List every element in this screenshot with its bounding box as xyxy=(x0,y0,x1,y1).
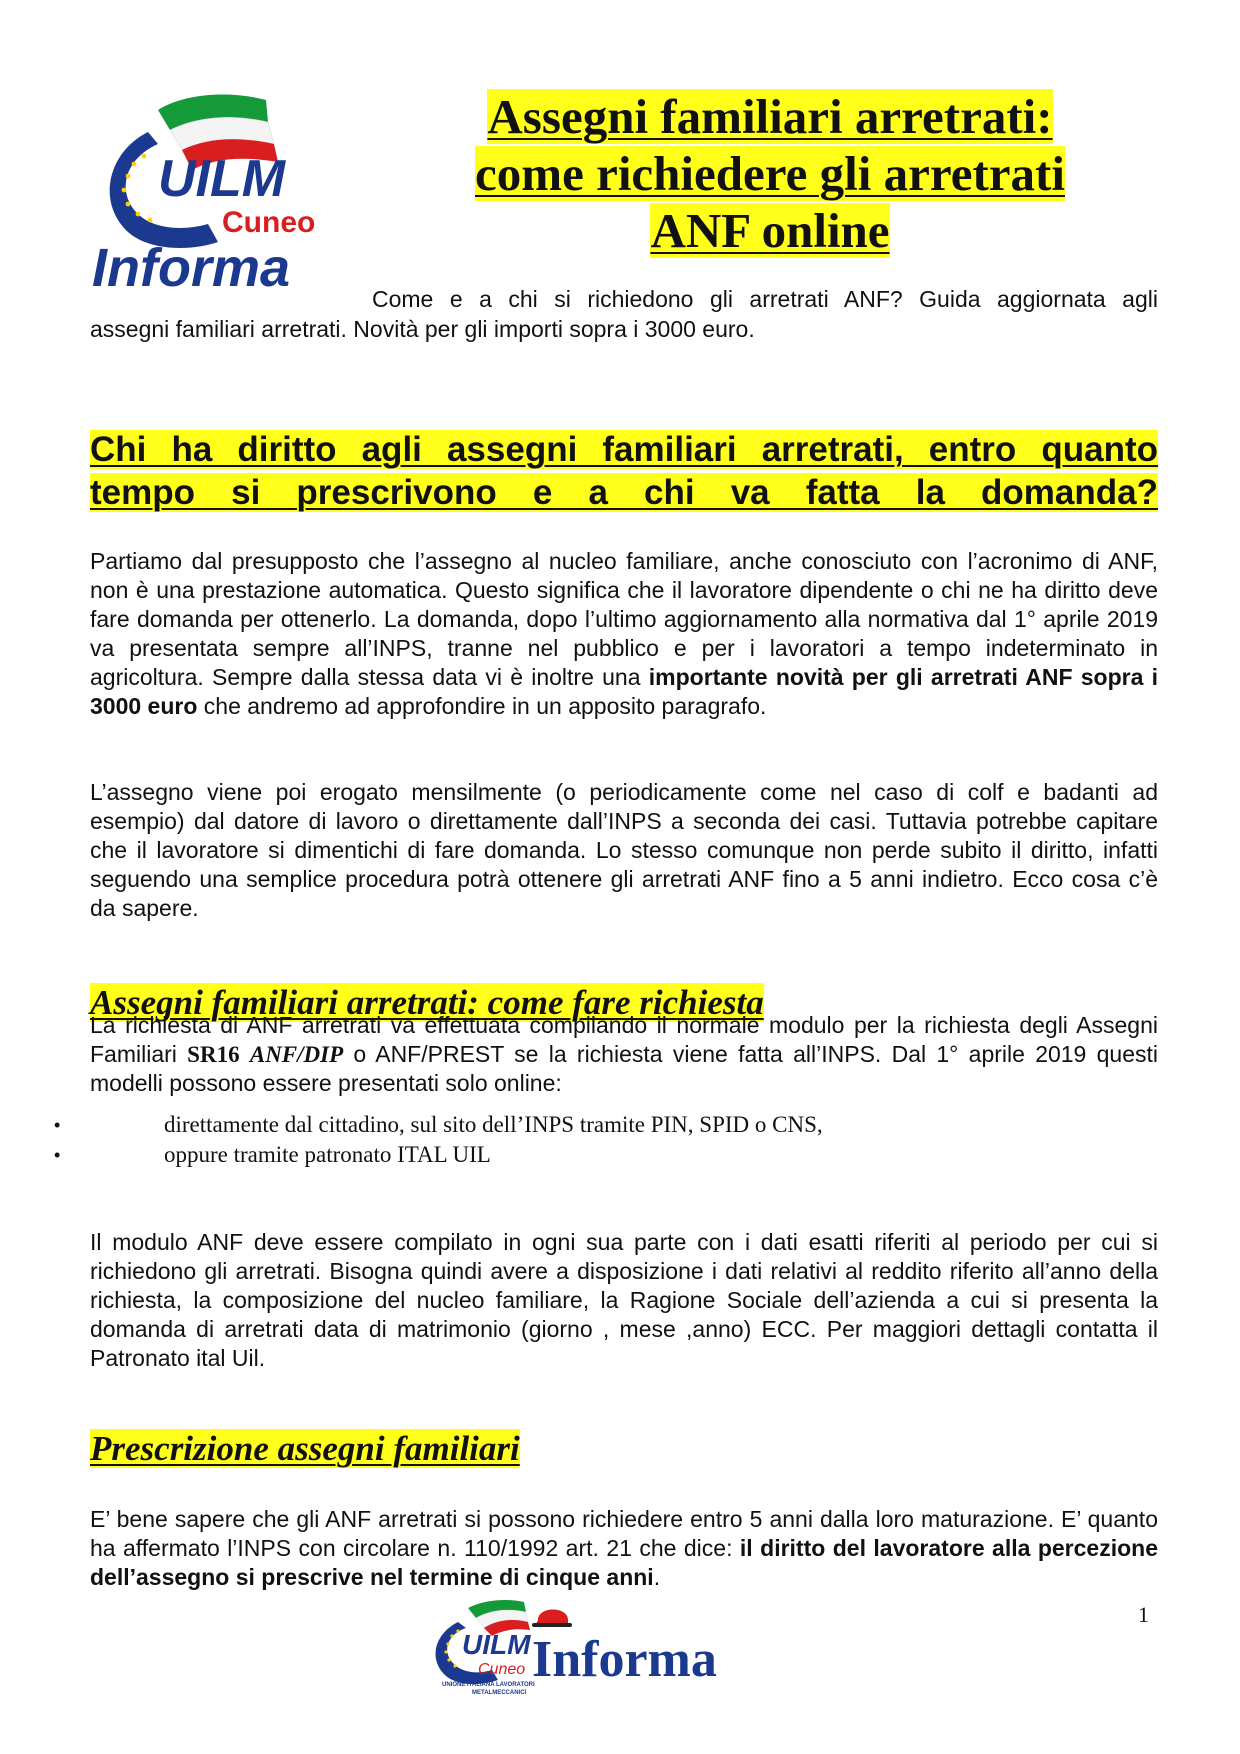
footer-logo-tagline-1: UNIONE ITALIANA LAVORATORI xyxy=(442,1682,535,1688)
title-line-2: come richiedere gli arretrati xyxy=(475,146,1065,201)
p3-end: o ANF/PREST se la richiesta viene fatta all’INPS. Dal 1° aprile 2019 questi modelli possono essere presentati solo online: xyxy=(90,1041,1159,1096)
section-heading-prescrizione xyxy=(90,1428,520,1470)
p1-start: Partiamo dal presupposto che l’assegno al nucleo familiare, anche conosciuto con l’acronimo di ANF, non è una prestazione automatica. Questo significa che il lavoratore dipendente o chi ne ha diritto deve fare domanda per ottenerlo. La domanda, dopo l’ultimo aggiornamento alla normativa dal 1° aprile 2019 va presentata sempre all’INPS, tranne nel pubblico e per i lavoratori a tempo indeterminato in agricoltura. Sempre dalla stessa data vi è inoltre una xyxy=(90,548,1158,690)
logo-informa: Informa xyxy=(92,238,291,292)
page-title xyxy=(360,88,1180,259)
section1-heading-line2: tempo si prescrivono e a chi va fatta la domanda? xyxy=(90,473,1158,512)
section1-paragraph-1 xyxy=(90,547,1158,721)
title-line-3: ANF online xyxy=(650,203,890,258)
submission-methods-list xyxy=(54,1110,1154,1170)
intro-line-1: Come e a chi si richiedono gli arretrati ANF? Guida aggiornata agli xyxy=(372,286,1158,312)
section2-paragraph-1 xyxy=(90,1011,1158,1098)
section1-paragraph-2: L’assegno viene poi erogato mensilmente (o periodicamente come nel caso di colf e badanti ad esempio) dal datore di lavoro o direttamente dall’INPS a seconda dei casi. Tuttavia potrebbe capitare che il lavoratore si dimentichi di fare domanda. Lo stesso comunque non perde subito il diritto, infatti seguendo una semplice procedura potrà ottenere gli arretrati ANF fino a 5 anni indietro. Ecco cosa c’è da sapere. xyxy=(90,779,1158,921)
footer-logo-uilm: UILM xyxy=(462,1629,531,1660)
intro-line-2: assegni familiari arretrati. Novità per gli importi sopra i 3000 euro. xyxy=(90,316,755,342)
section2-paragraph-2: Il modulo ANF deve essere compilato in ogni sua parte con i dati esatti riferiti al periodo per cui si richiedono gli arretrati. Bisogna quindi avere a disposizione i dati relativi al reddito riferito all’anno della richiesta, la composizione del nucleo familiare, la Ragione Sociale dell’azienda a cui si presenta la domanda di arretrati data di matrimonio (giorno , mese ,anno) ECC. Per maggiori dettagli contatta il Patronato ital Uil. xyxy=(90,1229,1158,1371)
title-line-1: Assegni familiari arretrati: xyxy=(487,89,1053,144)
p5-bold: il diritto del lavoratore alla percezione dell’assegno si prescrive nel termine di cinque anni xyxy=(90,1535,1158,1590)
p3-anfdip: ANF/DIP xyxy=(249,1042,344,1067)
uilm-cuneo-informa-logo xyxy=(88,92,350,292)
p3-sr16: SR16 xyxy=(187,1042,240,1067)
section3-heading: Prescrizione assegni familiari xyxy=(90,1429,520,1468)
list-item: • oppure tramite patronato ITAL UIL xyxy=(54,1140,1154,1170)
footer-logo-informa: Informa xyxy=(532,1631,717,1688)
p1-end: che andremo ad approfondire in un apposito paragrafo. xyxy=(197,693,767,719)
footer-uilm-informa-logo xyxy=(428,1598,778,1698)
section-heading-chi-ha-diritto xyxy=(90,428,1158,514)
page-number: 1 xyxy=(1138,1602,1149,1627)
list-item: • direttamente dal cittadino, sul sito dell’INPS tramite PIN, SPID o CNS, xyxy=(54,1110,1154,1140)
p1-bold: importante novità per gli arretrati ANF sopra i 3000 euro xyxy=(90,664,1159,719)
logo-cuneo: Cuneo xyxy=(222,206,316,239)
p5-start: E’ bene sapere che gli ANF arretrati si possono richiedere entro 5 anni dalla loro maturazione. E’ quanto ha affermato l’INPS con circolare n. 110/1992 art. 21 che dice: xyxy=(90,1506,1158,1561)
section1-heading-line1: Chi ha diritto agli assegni familiari arretrati, entro quanto xyxy=(90,430,1158,469)
footer-logo-tagline-2: METALMECCANICI xyxy=(472,1690,527,1696)
logo-uilm: UILM xyxy=(158,150,286,208)
p5-end: . xyxy=(653,1564,661,1590)
section3-paragraph xyxy=(90,1505,1158,1592)
footer-logo-cuneo: Cuneo xyxy=(478,1661,526,1678)
p3-start: La richiesta di ANF arretrati va effettuata compilando il normale modulo per la richiesta degli Assegni Familiari xyxy=(90,1012,1158,1067)
section2-heading: Assegni familiari arretrati: come fare richiesta xyxy=(90,983,764,1022)
